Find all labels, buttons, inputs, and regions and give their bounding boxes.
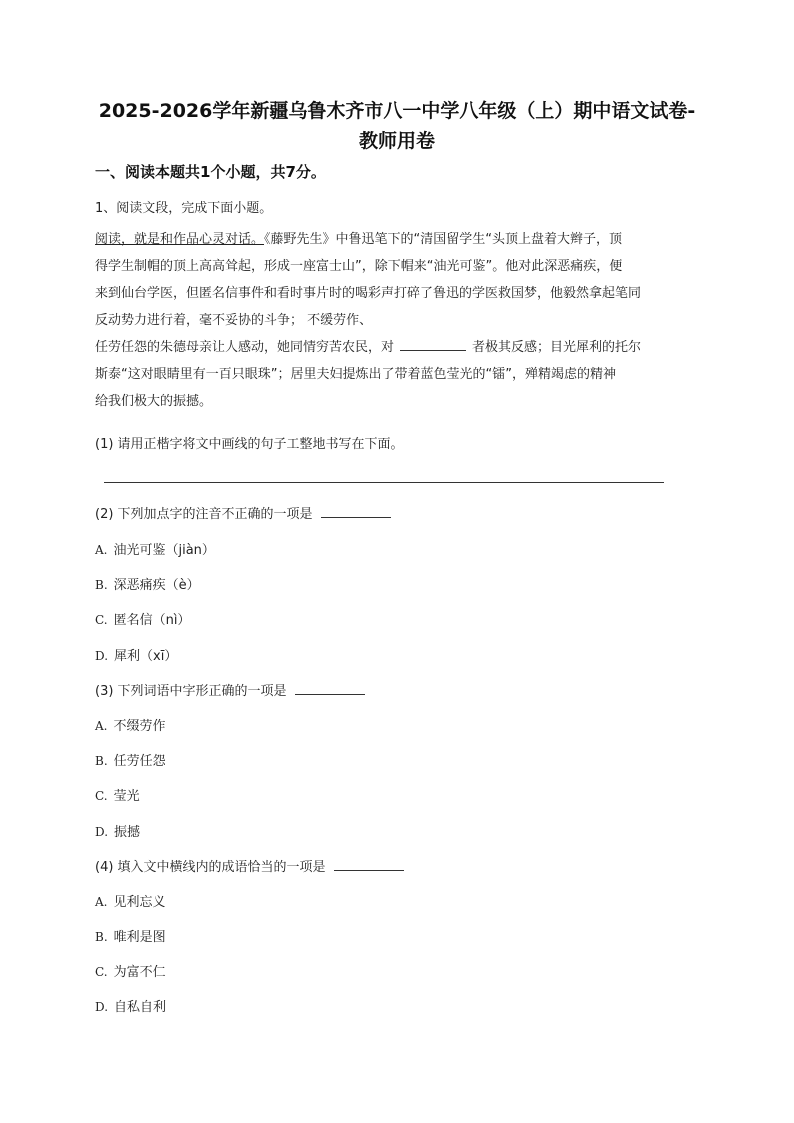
sub-question-1: (1) 请用正楷字将文中画线的句子工整地书写在下面。: [95, 437, 404, 452]
passage-text: 《藤野先生》中鲁迅笔下的“清国留学生“头顶上盘着大辫子，顶: [264, 232, 622, 247]
sub-question-2: [95, 503, 391, 522]
option-4c[interactable]: C. 为富不仁: [95, 965, 166, 980]
option-2a[interactable]: A. 油光可鉴（jiàn）: [95, 543, 215, 558]
option-4d[interactable]: D. 自私自利: [95, 1000, 167, 1015]
passage-text: 者极其反感；目光犀利的托尔: [472, 340, 642, 355]
question-prompt: (4) 填入文中横线内的成语恰当的一项是: [95, 860, 326, 875]
passage-line-1: [95, 226, 695, 253]
option-3b[interactable]: B. 任劳任怨: [95, 754, 166, 769]
option-2d[interactable]: D. 犀利（xī）: [95, 649, 178, 664]
underlined-sentence: 阅读，就是和作品心灵对话。: [95, 232, 265, 247]
fill-blank[interactable]: [400, 336, 466, 351]
passage-text: 任劳任怨的朱德母亲让人感动，她同情穷苦农民，对: [95, 340, 395, 355]
passage-line-4: 反动势力进行着，毫不妥协的斗争； 不缓劳作、: [95, 313, 373, 328]
passage-line-3: 来到仙台学医，但匿名信事件和看时事片时的喝彩声打碎了鲁迅的学医救国梦，他毅然拿起笔同: [95, 286, 642, 301]
passage-line-6: 斯泰“这对眼睛里有一百只眼珠”；居里夫妇提炼出了带着蓝色莹光的“镭”，殚精竭虑的精神: [95, 367, 616, 382]
option-3d[interactable]: D. 振撼: [95, 825, 141, 840]
title-line-2: 教师用卷: [358, 130, 435, 152]
option-3a[interactable]: A. 不缀劳作: [95, 719, 166, 734]
passage-line-5: [95, 334, 695, 361]
question-prompt: (2) 下列加点字的注音不正确的一项是: [95, 507, 313, 522]
option-2b[interactable]: B. 深恶痛疾（è）: [95, 578, 200, 593]
question-intro: 1、阅读文段，完成下面小题。: [95, 201, 273, 216]
question-prompt: (3) 下列词语中字形正确的一项是: [95, 684, 287, 699]
reading-passage: [95, 226, 695, 415]
answer-writing-line[interactable]: [104, 482, 664, 483]
section-heading: 一、阅读本题共1个小题，共7分。: [95, 163, 326, 181]
option-4b[interactable]: B. 唯利是图: [95, 930, 166, 945]
sub-question-3: [95, 680, 365, 699]
answer-blank[interactable]: [321, 505, 391, 518]
passage-line-2: 得学生制帽的顶上高高耸起，形成一座富士山”，除下帽来“油光可鉴”。他对此深恶痛疾，便: [95, 259, 623, 274]
option-2c[interactable]: C. 匿名信（nì）: [95, 613, 191, 628]
option-4a[interactable]: A. 见利忘义: [95, 895, 166, 910]
answer-blank[interactable]: [295, 682, 365, 695]
passage-line-7: 给我们极大的振撼。: [95, 394, 213, 409]
title-line-1: 2025-2026学年新疆乌鲁木齐市八一中学八年级（上）期中语文试卷-: [98, 100, 696, 122]
answer-blank[interactable]: [334, 858, 404, 871]
page-title: [70, 96, 724, 156]
option-3c[interactable]: C. 莹光: [95, 789, 140, 804]
sub-question-4: [95, 856, 404, 875]
